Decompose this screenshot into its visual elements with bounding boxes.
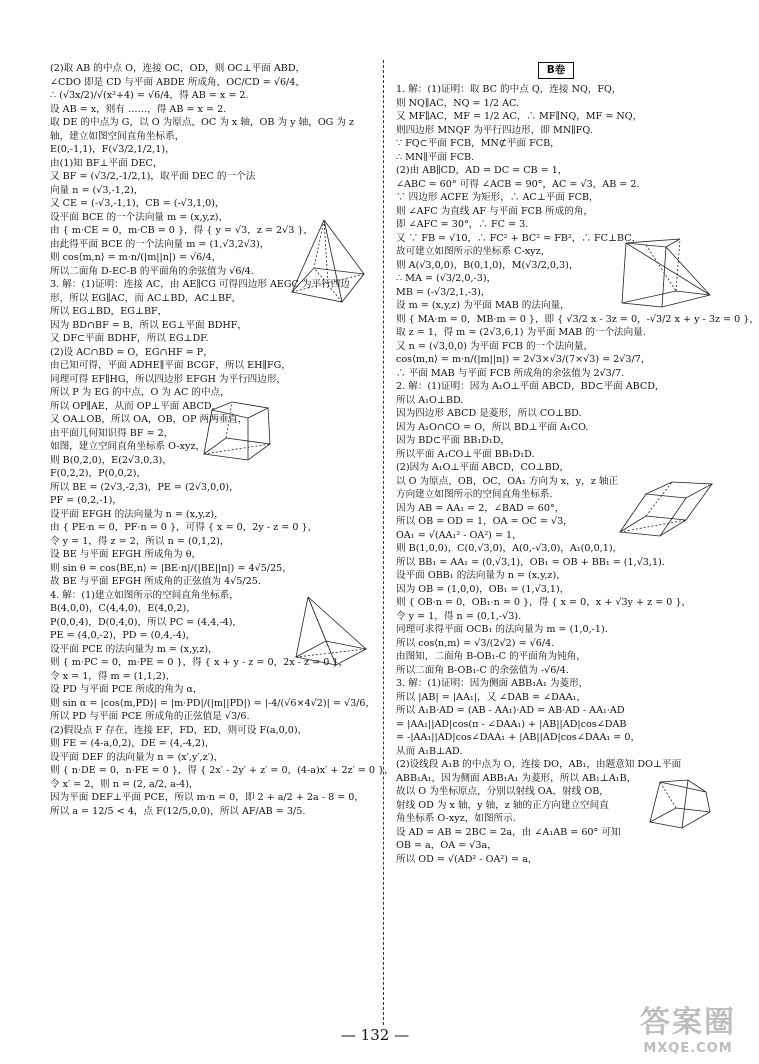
section-label-text: B卷 (538, 62, 575, 79)
text-line: 令 y = 1，得 z = 2，所以 n = (0,1,2)， (50, 535, 230, 547)
text-line: 设 AD = AB = 2BC = 2a，由 ∠A₁AB = 60° 可知 (396, 826, 621, 838)
text-line: ∵ 四边形 ACFE 为矩形，∴ AC⊥平面 FCB， (396, 192, 599, 203)
text-line: cos⟨m,n⟩ = m·n/(|m||n|) = 2√3×√3/(7×√3) = 2√3/7， (396, 354, 651, 365)
text-line: 又 MF∥AC，MF = 1/2 AC，∴ MF∥NQ，MF = NQ， (396, 111, 643, 122)
text-line: (2)由 AB∥CD，AD = DC = CB = 1， (396, 165, 568, 176)
text-line: 因为 BD⊂平面 BB₁D₁D， (396, 435, 511, 446)
text-line: 所以 P 为 EG 的中点，O 为 AC 的中点， (50, 387, 230, 398)
text-line: 同理可得 EF∥HG，所以四边形 EFGH 为平行四边形， (50, 373, 287, 385)
text-line: 设平面 EFGH 的法向量为 n = (x,y,z)， (50, 508, 224, 520)
right-column (396, 62, 759, 1022)
text-line: 因为 BD∩BF = B，所以 EG⊥平面 BDHF， (50, 319, 248, 331)
text-line: 设平面 BCE 的一个法向量 m = (x,y,z)， (50, 211, 229, 223)
text-line: (2)取 AB 的中点 O，连接 OC，OD，则 OC⊥平面 ABD， (50, 63, 306, 74)
text-line: 设平面 PCE 的法向量为 m = (x,y,z)， (50, 643, 218, 655)
text-line: 所以 cos⟨n,m⟩ = √3/(2√2) = √6/4. (396, 637, 555, 649)
text-line: 3. 解：(1)证明：连接 AC，由 AE∥CG 可得四边形 AEGC 为平行四边 (50, 279, 350, 290)
text-line: (2)因为 A₁O⊥平面 ABCD，CO⊥BD， (396, 462, 570, 473)
text-line: 由(1)知 BF⊥平面 DEC， (50, 157, 163, 169)
text-line: (2)假设点 F 存在，连接 EF，FD，ED，则可设 F(a,0,0)， (50, 724, 308, 736)
text-line: 由 { PE·n = 0，PF·n = 0 }，可得 { x = 0，2y - z = 0 }， (50, 522, 318, 533)
text-line: 所以二面角 D-EC-B 的平面角的余弦值为 √6/4. (50, 265, 254, 277)
text-line: 所以 OB = OD = 1，OA = OC = √3， (396, 516, 573, 527)
text-line: 则 cos⟨m,n⟩ = m·n/(|m||n|) = √6/4， (50, 252, 222, 263)
text-line: 所以 BB₁ = AA₁ = (0,√3,1)，OB₁ = OB + BB₁ = (1,√3,1). (396, 556, 665, 568)
text-line: 由图知，二面角 B-OB₁-C 的平面角为钝角， (396, 651, 586, 662)
text-line: 又 CE = (-√3,-1,1)，CB = (-√3,1,0)， (50, 198, 225, 209)
text-line: MB = (-√3/2,1,-3)， (396, 286, 491, 298)
text-line: 故以 O 为坐标原点，分别以射线 OA，射线 OB， (396, 786, 609, 797)
text-line: F(0,2,2)，P(0,0,2)， (50, 468, 147, 479)
text-line: 令 x = 1，得 m = (1,1,2)， (50, 670, 176, 682)
text-line: 因为 A₁O∩CO = O，所以 BD⊥平面 A₁CO. (396, 421, 589, 433)
text-line: 射线 OD 为 x 轴，y 轴，z 轴的正方向建立空间直 (396, 799, 609, 811)
figure-solid-b1 (616, 233, 716, 313)
text-line: 则 sin α = |cos⟨m,PD⟩| = |m·PD|/(|m||PD|) = |-4/(√6×4√2)| = √3/6， (50, 697, 376, 709)
text-line: 设平面 DEF 的法向量为 n = (x′,y′,z′)， (50, 751, 224, 763)
left-column (50, 62, 394, 1022)
text-line: 即 ∠AFC = 30°，∴ FC = 3. (396, 219, 529, 230)
text-line: ∵ FQ⊂平面 FCB，MN⊄平面 FCB， (396, 138, 560, 149)
watermark-line2: MXQE.COM (643, 1041, 733, 1056)
text-line: 故 BE 与平面 EFGH 所成角的正弦值为 4√5/25. (50, 576, 261, 587)
text-line: 因为四边形 ABCD 是菱形，所以 CO⊥BD. (396, 408, 582, 419)
text-line: PE = (4,0,-2)，PD = (0,4,-4)， (50, 630, 196, 641)
text-line: 则 FE = (4-a,0,2)，DE = (4,-4,2)， (50, 738, 215, 749)
text-line: 所以 OP∥AE，从而 OP⊥平面 ABCD， (50, 400, 222, 412)
text-line: 则 { OB·n = 0，OB₁·n = 0 }，得 { x = 0，x + √3y + z = 0 }， (396, 597, 692, 608)
text-line: 所以平面 A₁CO⊥平面 BB₁D₁D. (396, 448, 535, 460)
text-line: 设 BE 与平面 EFGH 所成角为 θ， (50, 549, 202, 560)
text-line: 则 sin θ = cos⟨BE,n⟩ = |BE·n|/(|BE||n|) = 4√5/25， (50, 562, 292, 574)
text-line: 由 { m·CE = 0，m·CB = 0 }，得 { y = √3，z = 2√3 }， (50, 225, 314, 236)
text-line: 则四边形 MNQF 为平行四边形，即 MN∥FQ. (396, 124, 593, 136)
text-line: 向量 n = (√3,-1,2)， (50, 184, 144, 196)
text-line: 又 DF⊂平面 BDHF，所以 EG⊥DF. (50, 333, 209, 344)
text-line: 方向建立如图所示的空间直角坐标系. (396, 489, 553, 500)
watermark (640, 997, 736, 1056)
column-divider (383, 60, 384, 1025)
text-line: ∠CDO 即是 CD 与平面 ABDE 所成角，OC/CD = √6/4， (50, 76, 305, 88)
text-line: B(4,0,0)，C(4,4,0)，E(4,0,2)， (50, 603, 196, 614)
text-line: ABB₁A₁，因为侧面 ABB₁A₁ 为菱形，所以 AB₁⊥A₁B， (396, 772, 637, 784)
text-line: 所以 PD 与平面 PCE 所成角的正弦值是 √3/6. (50, 711, 250, 722)
text-line: 则 ∠AFC 为直线 AF 与平面 FCB 所成的角， (396, 205, 594, 217)
text-line: ∴ MA = (√3/2,0,-3)， (396, 273, 497, 284)
figure-prism-b2 (616, 480, 716, 542)
text-line: ∴ 平面 MAB 与平面 FCB 所成角的余弦值为 2√3/7. (396, 367, 625, 379)
text-line: 令 x′ = 2，则 n = (2, a/2, a-4)， (50, 778, 199, 790)
text-line: 所以 BE = (2√3,-2,3)，PE = (2√3,0,0)， (50, 481, 239, 493)
text-line: 则 B(1,0,0)，C(0,√3,0)，A(0,-√3,0)，A₁(0,0,1)， (396, 543, 623, 554)
text-line: 2. 解：(1)证明：因为 A₁O⊥平面 ABCD，BD⊂平面 ABCD， (396, 381, 665, 392)
text-line: 所以 A₁O⊥BD. (396, 394, 464, 406)
text-line: 以 O 为原点，OB，OC，OA₁ 方向为 x，y，z 轴正 (396, 475, 619, 487)
text-line: 取 z = 1，得 m = (2√3,6,1) 为平面 MAB 的一个法向量. (396, 327, 646, 338)
text-line: 同理可求得平面 OCB₁ 的法向量为 m = (1,0,-1). (396, 624, 608, 635)
text-line: = -|AA₁||AD|cos∠DAA₁ + |AB||AD|cos∠DAA₁ = 0， (396, 732, 641, 743)
text-line: 所以 a = 12/5 < 4，点 F(12/5,0,0)，所以 AF/AB = 3/5. (50, 805, 306, 817)
text-line: ∴ (√3x/2)/√(x²+4) = √6/4，得 AB = x = 2. (50, 90, 249, 101)
text-line: 设 m = (x,y,z) 为平面 MAB 的法向量， (396, 300, 570, 311)
text-line: = |AA₁||AD|cos(π - ∠DAA₁) + |AB||AD|cos∠DAB (396, 718, 627, 730)
text-line: 4. 解：(1)建立如图所示的空间直角坐标系， (50, 589, 239, 601)
text-line: 3. 解：(1)证明：因为侧面 ABB₁A₁ 为菱形， (396, 678, 589, 689)
text-line: E(0,-1,1)，F(√3/2,1/2,1)， (50, 144, 175, 155)
text-line: 如图，建立空间直角坐标系 O-xyz， (50, 441, 206, 452)
text-line: 设 AB = x，则有 ……，得 AB = x = 2. (50, 103, 227, 115)
solution-b-1 (396, 83, 759, 380)
text-line: 又 OA⊥OB，所以 OA，OB，OP 两两垂直， (50, 414, 248, 425)
text-line: 所以 A₁B·AD = (AB - AA₁)·AD = AB·AD - AA₁·AD (396, 705, 625, 716)
text-line: 所以 OD = √(AD² - OA²) = a， (396, 853, 538, 865)
text-line: 则 B(0,2,0)，E(2√3,0,3)， (50, 454, 172, 466)
text-line: 故可建立如图所示的坐标系 C-xyz， (396, 246, 551, 257)
text-line: 令 y = 1，得 n = (0,1,-√3). (396, 610, 522, 622)
text-line: 则 NQ∥AC，NQ = 1/2 AC. (396, 97, 520, 109)
text-line: OB = a，OA = √3a， (396, 840, 497, 851)
text-line: 由此得平面 BCE 的一个法向量 m = (1,√3,2√3)， (50, 238, 270, 250)
text-line: 又 BF = (√3/2,-1/2,1)，取平面 DEC 的一个法 (50, 171, 256, 182)
text-line: OA₁ = √(AA₁² - OA²) = 1， (396, 529, 522, 541)
text-line: 1. 解：(1)证明：取 BC 的中点 Q，连接 NQ，FQ， (396, 84, 622, 95)
text-line: 则 { MA·m = 0，MB·m = 0 }，即 { √3/2 x - 3z = 0，-√3/2 x + y - 3z = 0 }， (396, 313, 759, 325)
text-line: 则 A(√3,0,0)，B(0,1,0)，M(√3/2,0,3)， (396, 259, 579, 271)
text-line: 设平面 OBB₁ 的法向量为 n = (x,y,z)， (396, 570, 566, 581)
text-line: 又 n = (√3,0,0) 为平面 FCB 的一个法向量， (396, 340, 594, 352)
text-line: (2)设线段 A₁B 的中点为 O，连接 DO，AB₁，由题意知 DO⊥平面 (396, 759, 682, 770)
page-number: — 132 — (340, 1026, 410, 1044)
text-line: 设 PD 与平面 PCE 所成的角为 α， (50, 684, 203, 695)
text-line: 因为 AB = AA₁ = 2，∠BAD = 60°， (396, 502, 565, 514)
text-line: 轴，建立如图空间直角坐标系， (50, 130, 185, 142)
text-line: 由平面几何知识得 BF = 2， (50, 427, 174, 439)
text-line: PF = (0,2,-1)， (50, 495, 122, 506)
text-line: 因为 OB = (1,0,0)，OB₁ = (1,√3,1)， (396, 583, 570, 595)
section-label (396, 62, 716, 79)
text-line: 形，所以 EG∥AC，而 AC⊥BD，AC⊥BF， (50, 292, 242, 304)
text-line: 角坐标系 O-xyz，如图所示. (396, 813, 516, 824)
text-line: 则 { m·PC = 0，m·PE = 0 }，得 { x + y - z = 0，2x - z = 0 }， (50, 657, 349, 668)
text-line: 又 ∵ FB = √10，∴ FC² + BC² = FB²，∴ FC⊥BC， (396, 232, 642, 244)
text-line: (2)设 AC∩BD = O，EG∩HF = P， (50, 346, 213, 358)
text-line: P(0,0,4)，D(0,4,0)，所以 PC = (4,4,-4)， (50, 616, 243, 628)
text-line: 取 DE 的中点为 G，以 O 为原点，OC 为 x 轴，OB 为 y 轴，OG 为 z (50, 117, 355, 128)
text-line: 所以二面角 B-OB₁-C 的余弦值为 -√6/4. (396, 664, 569, 676)
text-line: 则 { n·DE = 0，n·FE = 0 }，得 { 2x′ - 2y′ + z′ = 0，(4-a)x′ + 2z′ = 0 }， (50, 765, 394, 776)
text-line: 所以 EG⊥BD，EG⊥BF， (50, 306, 168, 317)
text-line: ∴ MN∥平面 FCB. (396, 151, 475, 163)
figure-prism-b3 (646, 772, 716, 832)
text-line: 因为平面 DEF⊥平面 PCE，所以 m·n = 0，即 2 + a/2 + 2a - 8 = 0， (50, 792, 365, 803)
watermark-line1: 答案圈 (640, 1005, 736, 1040)
text-line: 所以 |AB| = |AA₁|，又 ∠DAB = ∠DAA₁， (396, 691, 587, 703)
text-line: ∠ABC = 60° 可得 ∠ACB = 90°，AC = √3，AB = 2. (396, 178, 640, 190)
text-line: 从而 A₁B⊥AD. (396, 745, 463, 757)
text-line: 由已知可得，平面 ADHE∥平面 BCGF，所以 EH∥FG， (50, 360, 291, 371)
